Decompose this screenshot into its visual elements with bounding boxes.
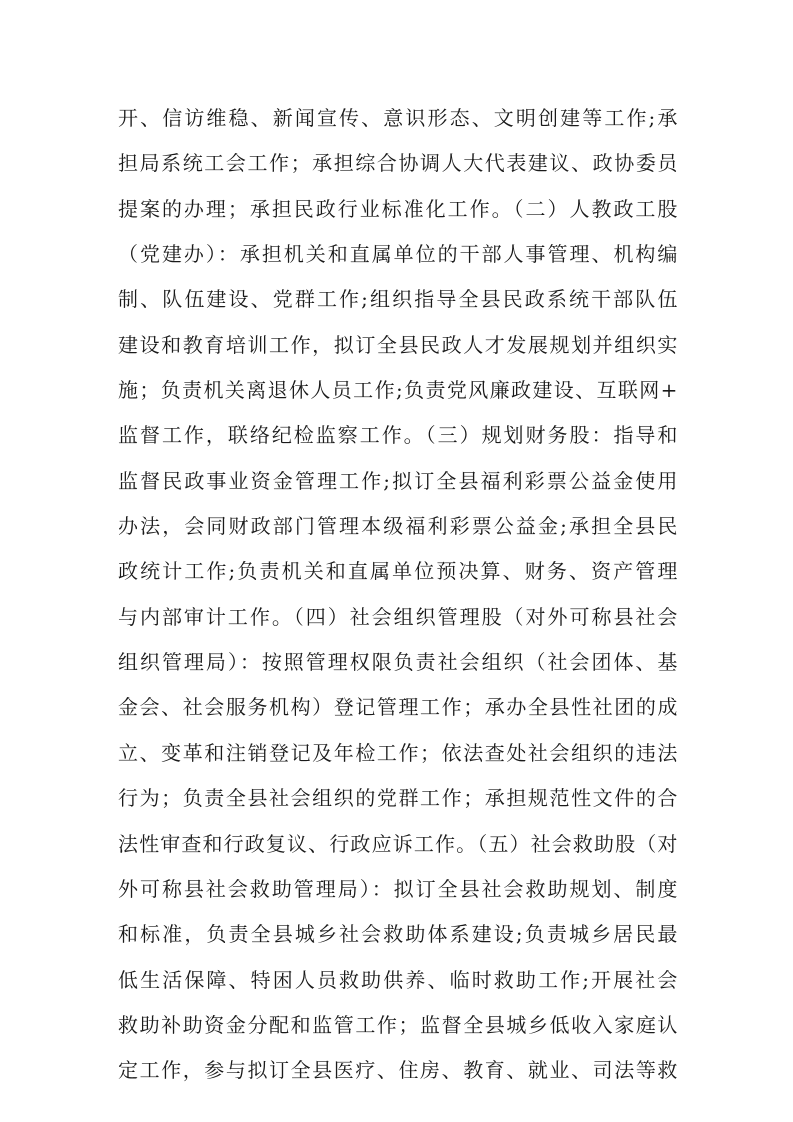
text-line-16: 行为；负责全县社会组织的党群工作；承担规范性文件的合 — [118, 786, 678, 811]
text-line-7: 施；负责机关离退休人员工作;负责党风廉政建设、互联网+ — [118, 378, 678, 403]
text-line-13: 组织管理局）：按照管理权限负责社会组织（社会团体、基 — [118, 650, 678, 675]
text-line-1: 开、信访维稳、新闻宣传、意识形态、文明创建等工作;承 — [118, 106, 678, 130]
text-line-18: 外可称县社会救助管理局）：拟订全县社会救助规划、制度 — [118, 876, 678, 901]
text-line-12: 与内部审计工作。（四）社会组织管理股（对外可称县社会 — [118, 604, 678, 629]
text-line-4: （党建办）：承担机关和直属单位的干部人事管理、机构编 — [118, 242, 678, 267]
text-line-21: 救助补助资金分配和监管工作；监督全县城乡低收入家庭认 — [118, 1012, 678, 1037]
body-text — [118, 96, 678, 1094]
text-line-22: 定工作，参与拟订全县医疗、住房、教育、就业、司法等救 — [118, 1058, 678, 1083]
text-line-20: 低生活保障、特困人员救助供养、临时救助工作;开展社会 — [118, 967, 678, 992]
text-line-6: 建设和教育培训工作，拟订全县民政人才发展规划并组织实 — [118, 332, 678, 357]
text-line-11: 政统计工作;负责机关和直属单位预决算、财务、资产管理 — [118, 559, 678, 584]
text-line-8: 监督工作，联络纪检监察工作。（三）规划财务股：指导和 — [118, 423, 678, 448]
text-line-15: 立、变革和注销登记及年检工作；依法查处社会组织的违法 — [118, 740, 678, 765]
text-line-5: 制、队伍建设、党群工作;组织指导全县民政系统干部队伍 — [118, 287, 678, 312]
text-line-9: 监督民政事业资金管理工作;拟订全县福利彩票公益金使用 — [118, 468, 678, 493]
text-line-14: 金会、社会服务机构）登记管理工作；承办全县性社团的成 — [118, 695, 678, 720]
text-line-10: 办法，会同财政部门管理本级福利彩票公益金;承担全县民 — [118, 514, 678, 539]
text-line-3: 提案的办理；承担民政行业标准化工作。（二）人教政工股 — [118, 196, 678, 221]
text-line-17: 法性审查和行政复议、行政应诉工作。（五）社会救助股（对 — [118, 831, 678, 856]
text-line-19: 和标准，负责全县城乡社会救助体系建设;负责城乡居民最 — [118, 922, 678, 947]
text-line-2: 担局系统工会工作；承担综合协调人大代表建议、政协委员 — [118, 151, 678, 176]
